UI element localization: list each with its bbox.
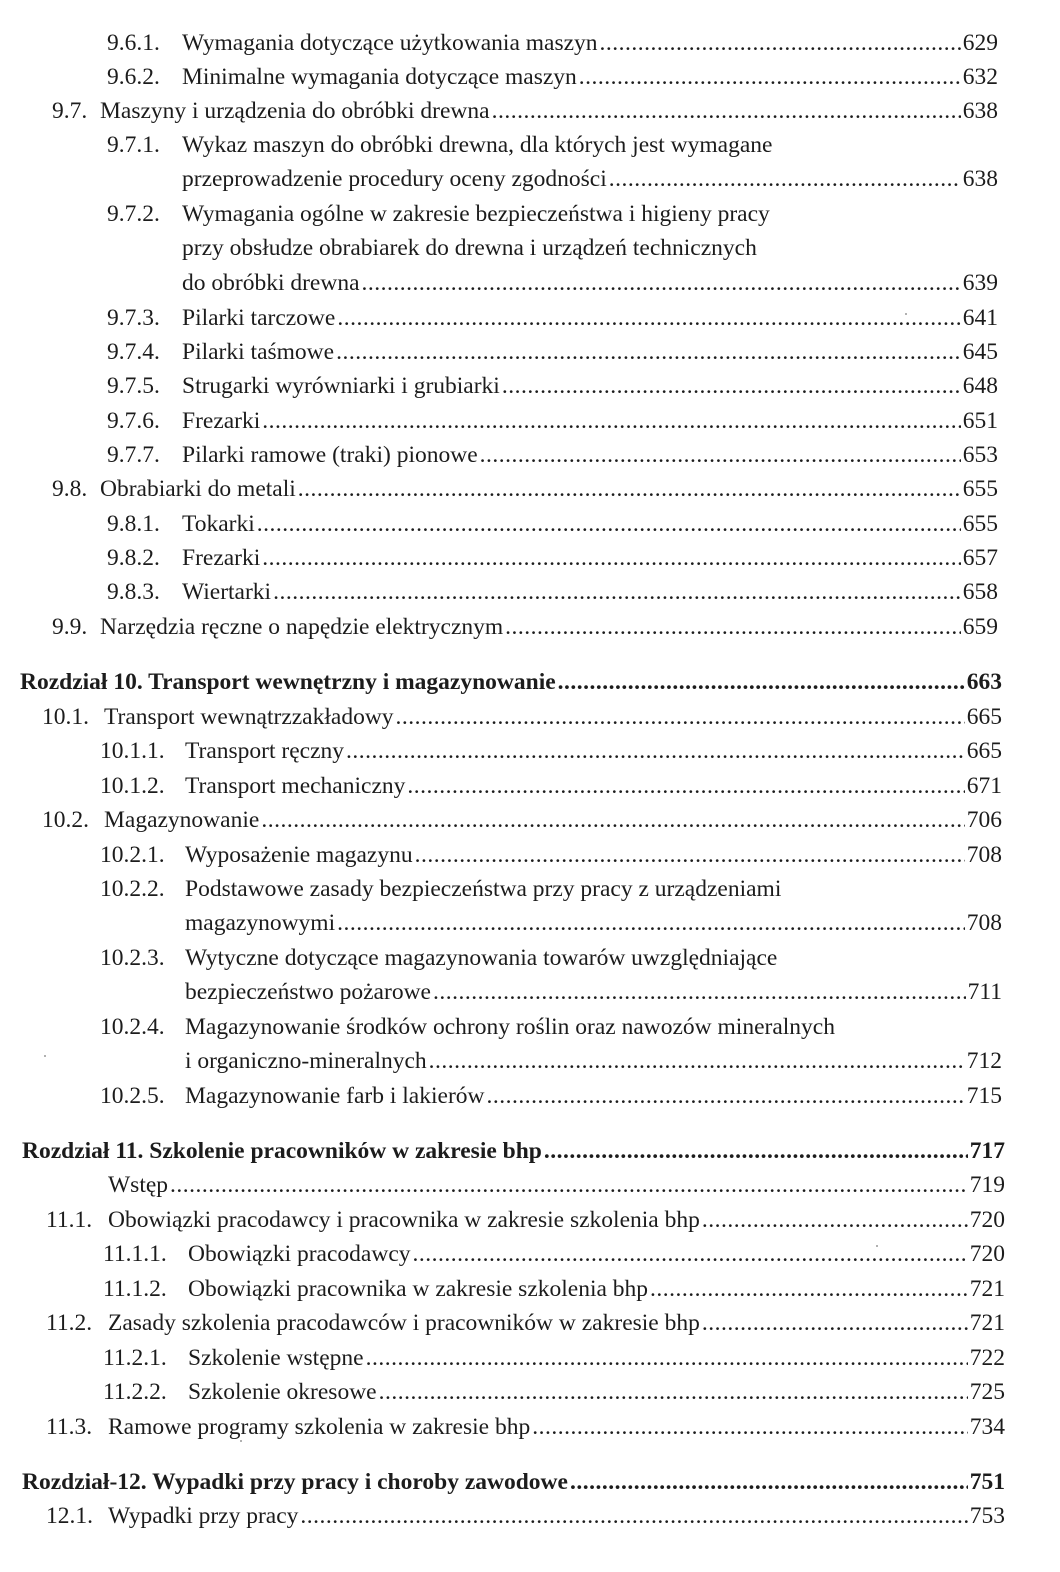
toc-page-number: 712 bbox=[966, 1048, 1002, 1075]
dot-leader bbox=[298, 474, 961, 504]
toc-entry-number: 11.1. bbox=[46, 1207, 93, 1233]
toc-page-number: 671 bbox=[966, 773, 1002, 799]
toc-entry-line bbox=[182, 130, 772, 160]
toc-page-number: 708 bbox=[966, 910, 1002, 937]
toc-entry-number: 10.1.1. bbox=[100, 738, 165, 764]
toc-entry-title: Magazynowanie farb i lakierów bbox=[185, 1083, 485, 1109]
toc-entry-number: 12.1. bbox=[46, 1503, 93, 1529]
toc-page-number: 722 bbox=[969, 1345, 1005, 1371]
dot-leader bbox=[579, 62, 961, 92]
toc-entry-number: 11.2. bbox=[46, 1310, 93, 1336]
toc-entry-title: Wymagania dotyczące użytkowania maszyn bbox=[182, 30, 598, 56]
toc-entry-line bbox=[185, 1012, 835, 1042]
toc-page-number: 711 bbox=[967, 979, 1002, 1006]
dot-leader bbox=[600, 28, 961, 58]
toc-entry-line bbox=[22, 1136, 1005, 1166]
dot-leader bbox=[366, 1343, 968, 1373]
dot-leader bbox=[650, 1274, 968, 1304]
toc-entry-title: Wykaz maszyn do obróbki drewna, dla których jest wymagane bbox=[182, 132, 773, 158]
dot-leader bbox=[609, 164, 961, 194]
toc-entry-title: Pilarki taśmowe bbox=[182, 339, 335, 365]
toc-entry-line bbox=[185, 977, 1002, 1007]
toc-page-number: 648 bbox=[962, 373, 998, 399]
toc-entry-line bbox=[182, 371, 998, 401]
toc-entry-title: Obrabiarki do metali bbox=[100, 476, 296, 502]
toc-entry-number: 10.1.2. bbox=[100, 773, 165, 799]
toc-entry-number: 9.7.2. bbox=[107, 201, 160, 227]
scan-speck bbox=[44, 1055, 46, 1057]
toc-entry-title: Wypadki przy pracy bbox=[108, 1503, 299, 1529]
toc-entry-number: 9.8.3. bbox=[107, 579, 160, 605]
toc-entry-number: 11.2.1. bbox=[103, 1345, 167, 1371]
toc-entry-title: Podstawowe zasady bezpieczeństwa przy pracy z urządzeniami bbox=[185, 876, 782, 902]
dot-leader bbox=[413, 1239, 968, 1269]
toc-entry-title: Wymagania ogólne w zakresie bezpieczeństwa i higieny pracy bbox=[182, 201, 770, 227]
dot-leader bbox=[396, 702, 965, 732]
toc-page-number: 665 bbox=[966, 738, 1002, 764]
toc-entry-title: Szkolenie wstępne bbox=[188, 1345, 364, 1371]
toc-entry-title: Wstęp bbox=[108, 1172, 169, 1198]
toc-entry-line bbox=[182, 268, 998, 298]
toc-entry-title: bezpieczeństwo pożarowe bbox=[185, 979, 431, 1006]
toc-page-number: 721 bbox=[969, 1276, 1005, 1302]
toc-entry-title: Rozdział 10. Transport wewnętrzny i magazynowanie bbox=[20, 669, 556, 695]
toc-page-number: 725 bbox=[969, 1379, 1005, 1405]
dot-leader bbox=[273, 577, 961, 607]
dot-leader bbox=[558, 667, 965, 697]
toc-page-number: 715 bbox=[966, 1083, 1002, 1109]
toc-entry-title: Obowiązki pracodawcy bbox=[188, 1241, 411, 1267]
toc-entry-number: 9.7.1. bbox=[107, 132, 160, 158]
toc-entry-title: Narzędzia ręczne o napędzie elektrycznym bbox=[100, 614, 504, 640]
toc-entry-line bbox=[182, 28, 998, 58]
toc-entry-number: 10.2.4. bbox=[100, 1014, 165, 1040]
toc-page-number: 638 bbox=[962, 166, 998, 193]
toc-entry-number: 9.7.4. bbox=[107, 339, 160, 365]
toc-entry-title: Minimalne wymagania dotyczące maszyn bbox=[182, 64, 577, 90]
toc-entry-line bbox=[185, 736, 1002, 766]
toc-entry-title: i organiczno-mineralnych bbox=[185, 1048, 427, 1075]
toc-entry-line bbox=[182, 233, 757, 263]
dot-leader bbox=[407, 771, 964, 801]
toc-entry-line bbox=[188, 1274, 1005, 1304]
toc-page-number: 663 bbox=[966, 669, 1002, 695]
dot-leader bbox=[570, 1467, 968, 1497]
toc-entry-line bbox=[185, 943, 777, 973]
toc-entry-line bbox=[185, 1081, 1002, 1111]
toc-entry-line bbox=[104, 702, 1002, 732]
toc-page-number: 641 bbox=[962, 305, 998, 331]
toc-entry-number: 10.2.3. bbox=[100, 945, 165, 971]
toc-entry-line bbox=[182, 440, 998, 470]
toc-entry-number: 11.1.1. bbox=[103, 1241, 167, 1267]
toc-page-number: 639 bbox=[962, 269, 998, 296]
toc-entry-line bbox=[100, 96, 998, 126]
dot-leader bbox=[170, 1170, 968, 1200]
toc-entry-title: Wytyczne dotyczące magazynowania towarów uwzględniające bbox=[185, 945, 778, 971]
toc-entry-number: 11.3. bbox=[46, 1414, 93, 1440]
dot-leader bbox=[346, 736, 965, 766]
dot-leader bbox=[257, 509, 961, 539]
toc-entry-title: Zasady szkolenia pracodawców i pracowników w zakresie bhp bbox=[108, 1310, 700, 1336]
toc-entry-title: Rozdział 11. Szkolenie pracowników w zakresie bhp bbox=[22, 1138, 542, 1164]
toc-entry-number: 9.8.1. bbox=[107, 511, 160, 537]
toc-page-number: 720 bbox=[969, 1241, 1005, 1267]
toc-page-number: 720 bbox=[969, 1207, 1005, 1233]
dot-leader bbox=[337, 908, 965, 938]
toc-entry-line bbox=[108, 1170, 1005, 1200]
toc-page-number: 717 bbox=[969, 1138, 1005, 1164]
dot-leader bbox=[544, 1136, 968, 1166]
dot-leader bbox=[300, 1501, 967, 1531]
scan-speck bbox=[240, 1440, 242, 1442]
scan-speck bbox=[905, 313, 907, 315]
toc-page-number: 638 bbox=[962, 98, 998, 124]
toc-entry-line bbox=[182, 164, 998, 194]
toc-entry-line bbox=[185, 908, 1002, 938]
toc-entry-title: Magazynowanie bbox=[104, 807, 260, 833]
toc-entry-line bbox=[182, 406, 998, 436]
toc-entry-number: 9.7.7. bbox=[107, 442, 160, 468]
toc-entry-line bbox=[185, 771, 1002, 801]
dot-leader bbox=[502, 371, 961, 401]
toc-entry-number: 10.2.2. bbox=[100, 876, 165, 902]
toc-entry-title: Magazynowanie środków ochrony roślin oraz nawozów mineralnych bbox=[185, 1014, 835, 1040]
toc-entry-title: Wiertarki bbox=[182, 579, 272, 605]
toc-page-number: 658 bbox=[962, 579, 998, 605]
toc-entry-title: Maszyny i urządzenia do obróbki drewna bbox=[100, 98, 490, 124]
toc-entry-line bbox=[100, 474, 998, 504]
toc-page-number: 632 bbox=[962, 64, 998, 90]
toc-page-number: 719 bbox=[969, 1172, 1005, 1198]
toc-page-number: 653 bbox=[962, 442, 998, 468]
dot-leader bbox=[492, 96, 961, 126]
toc-entry-title: przeprowadzenie procedury oceny zgodności bbox=[182, 166, 607, 193]
toc-entry-number: 10.1. bbox=[42, 704, 89, 730]
toc-entry-line bbox=[108, 1412, 1005, 1442]
toc-entry-line bbox=[182, 199, 770, 229]
toc-entry-line bbox=[20, 667, 1002, 697]
toc-entry-title: Obowiązki pracodawcy i pracownika w zakresie szkolenia bhp bbox=[108, 1207, 700, 1233]
toc-entry-title: Transport wewnątrzzakładowy bbox=[104, 704, 394, 730]
toc-entry-number: 9.6.1. bbox=[107, 30, 160, 56]
dot-leader bbox=[433, 977, 966, 1007]
toc-entry-number: 9.8.2. bbox=[107, 545, 160, 571]
dot-leader bbox=[480, 440, 961, 470]
toc-entry-line bbox=[188, 1239, 1005, 1269]
dot-leader bbox=[379, 1377, 968, 1407]
toc-entry-line bbox=[188, 1343, 1005, 1373]
toc-entry-number: 9.7.3. bbox=[107, 305, 160, 331]
toc-page-number: 665 bbox=[966, 704, 1002, 730]
scan-speck bbox=[876, 1245, 878, 1247]
toc-entry-line bbox=[185, 1046, 1002, 1076]
toc-entry-title: Transport mechaniczny bbox=[185, 773, 406, 799]
toc-page-number: 721 bbox=[969, 1310, 1005, 1336]
toc-entry-title: Rozdział-12. Wypadki przy pracy i choroby zawodowe bbox=[22, 1469, 568, 1495]
toc-entry-number: 9.8. bbox=[52, 476, 88, 502]
toc-entry-title: magazynowymi bbox=[185, 910, 336, 937]
toc-entry-title: Frezarki bbox=[182, 545, 261, 571]
toc-entry-line bbox=[182, 543, 998, 573]
toc-entry-number: 10.2.5. bbox=[100, 1083, 165, 1109]
toc-entry-title: Wyposażenie magazynu bbox=[185, 842, 413, 868]
toc-page-number: 659 bbox=[962, 614, 998, 640]
toc-entry-line bbox=[185, 874, 781, 904]
toc-entry-title: Pilarki ramowe (traki) pionowe bbox=[182, 442, 478, 468]
toc-entry-line bbox=[182, 577, 998, 607]
dot-leader bbox=[429, 1046, 965, 1076]
toc-entry-number: 10.2. bbox=[42, 807, 89, 833]
dot-leader bbox=[702, 1308, 968, 1338]
dot-leader bbox=[262, 543, 960, 573]
dot-leader bbox=[505, 612, 961, 642]
toc-page-number: 706 bbox=[966, 807, 1002, 833]
toc-entry-line bbox=[104, 805, 1002, 835]
toc-entry-title: przy obsłudze obrabiarek do drewna i urządzeń technicznych bbox=[182, 235, 757, 262]
toc-entry-title: Szkolenie okresowe bbox=[188, 1379, 377, 1405]
dot-leader bbox=[415, 840, 965, 870]
toc-entry-number: 9.6.2. bbox=[107, 64, 160, 90]
toc-entry-line bbox=[188, 1377, 1005, 1407]
dot-leader bbox=[487, 1081, 965, 1111]
toc-entry-line bbox=[182, 62, 998, 92]
dot-leader bbox=[362, 268, 961, 298]
toc-page-number: 629 bbox=[962, 30, 998, 56]
toc-entry-title: Tokarki bbox=[182, 511, 255, 537]
toc-entry-number: 11.2.2. bbox=[103, 1379, 167, 1405]
dot-leader bbox=[336, 337, 961, 367]
toc-entry-line bbox=[182, 303, 998, 333]
toc-entry-line bbox=[108, 1205, 1005, 1235]
toc-entry-number: 9.7. bbox=[52, 98, 88, 124]
toc-entry-number: 9.7.6. bbox=[107, 408, 160, 434]
toc-page-number: 753 bbox=[969, 1503, 1005, 1529]
toc-entry-title: Ramowe programy szkolenia w zakresie bhp bbox=[108, 1414, 531, 1440]
dot-leader bbox=[262, 406, 960, 436]
toc-entry-line bbox=[108, 1501, 1005, 1531]
toc-page-number: 657 bbox=[962, 545, 998, 571]
toc-page-number: 645 bbox=[962, 339, 998, 365]
toc-page-number: 655 bbox=[962, 476, 998, 502]
toc-entry-number: 10.2.1. bbox=[100, 842, 165, 868]
dot-leader bbox=[702, 1205, 968, 1235]
toc-entry-number: 9.9. bbox=[52, 614, 88, 640]
toc-entry-title: Strugarki wyrówniarki i grubiarki bbox=[182, 373, 500, 399]
toc-page-number: 751 bbox=[969, 1469, 1005, 1495]
toc-entry-title: Transport ręczny bbox=[185, 738, 345, 764]
toc-entry-line bbox=[182, 509, 998, 539]
toc-entry-title: Pilarki tarczowe bbox=[182, 305, 336, 331]
toc-page-number: 708 bbox=[966, 842, 1002, 868]
toc-entry-line bbox=[22, 1467, 1005, 1497]
toc-page-number: 651 bbox=[962, 408, 998, 434]
toc-page-number: 655 bbox=[962, 511, 998, 537]
toc-entry-line bbox=[108, 1308, 1005, 1338]
dot-leader bbox=[261, 805, 964, 835]
toc-entry-number: 9.7.5. bbox=[107, 373, 160, 399]
dot-leader bbox=[532, 1412, 968, 1442]
toc-page-number: 734 bbox=[969, 1414, 1005, 1440]
toc-entry-line bbox=[185, 840, 1002, 870]
toc-entry-line bbox=[182, 337, 998, 367]
toc-entry-title: Obowiązki pracownika w zakresie szkolenia bhp bbox=[188, 1276, 649, 1302]
toc-entry-line bbox=[100, 612, 998, 642]
toc-entry-number: 11.1.2. bbox=[103, 1276, 167, 1302]
toc-entry-title: do obróbki drewna bbox=[182, 269, 360, 296]
toc-entry-title: Frezarki bbox=[182, 408, 261, 434]
dot-leader bbox=[337, 303, 960, 333]
